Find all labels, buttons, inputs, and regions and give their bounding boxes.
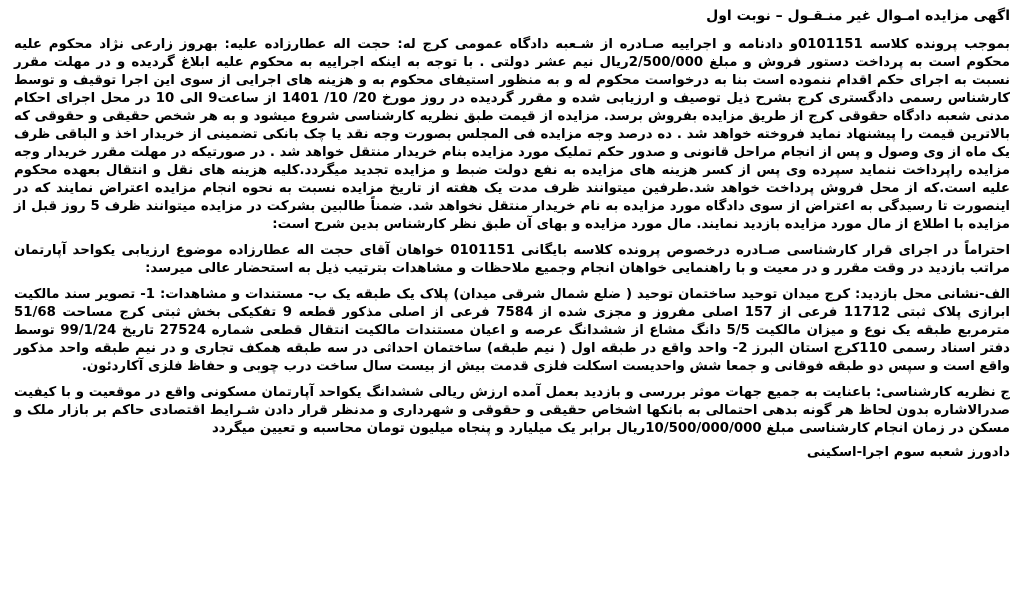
notice-title: اگهی مزایده امـوال غیر منـقـول – نوبت اول <box>706 8 1010 24</box>
notice-signature: دادورز شعبه سوم اجرا-اسکینی <box>806 445 1010 460</box>
notice-paragraph-findings: الف-نشانی محل بازدید: کرج میدان توحید ساختمان توحید ( ضلع شمال شرقی میدان) پلاک یک طبقه یک ب- مستندات و مشاهدات: 1- تصویر سند مالکیت ابرازی پلاک ثبتی 11712 فرعی از 157 اصلی مفروز و مجزی شده از 7584 فرعی از اصلی مذکور قطعه 9 تفکیکی بخش ثبتی کرج مساحت 51/68 مترمربع طبقه یک نوع و میزان مالکیت 5/5 دانگ مشاع از ششدانگ عرصه و اعیان مستندات مالکیت انتقال قطعی شماره 27524 تاریخ 99/1/24 توسط دفتر اسناد رسمی 110کرج استان البرز 2- واحد واقع در طبقه اول ( نیم طبقه) ساختمان احداثی در سه طبقه همکف تجاری و در نیم طبقه واحد مذکور واقع است و سپس دو طبقه فوقانی و جمعا شش واحدیست اسکلت فلزی قدمت بیش از بیست سال ساخت درب چوبی و حفاظ فلزی آکاردئون. <box>14 287 1010 374</box>
notice-paragraph-expert-opinion: ج نظریه کارشناسی: باعنایت به جمیع جهات موثر بررسی و بازدید بعمل آمده ارزش ریالی ششدانگ یکواحد آپارتمان مسکونی واقع در موقعیت و با کیفیت صدرالاشاره بدون لحاظ هر گونه بدهی احتمالی به بانکها اشخاص حقیقی و حقوقی و شهرداری و مدنظر قرار دادن شـرایط اقتصادی حاکم بر بازار ملک و مسکن در زمان انجام کارشناسی مبلغ 10/500/000/000ریال برابر یک میلیارد و پنجاه میلیون تومان محاسبه و تعیین میگردد <box>14 385 1010 436</box>
notice-paragraph-expert-intro: احتراماً در اجرای قرار کارشناسی صـادره درخصوص پرونده کلاسه بایگانی 0101151 خواهان آقای حجت اله عطارزاده موضوع ارزیابی یکواحد آپارتمان مراتب بازدید در وقت مقرر و در معیت و با راهنمایی خواهان انجام وجمیع ملاحظات و مشاهدات بترتیب ذیل به استحضار عالی میرسد: <box>14 243 1011 276</box>
notice-paragraph-main: بموجب پرونده کلاسه 0101151و دادنامه و اجراییه صـادره از شـعبه دادگاه عمومی کرج له: حجت اله عطارزاده علیه: بهروز زارعی نژاد محکوم علیه محکوم است به پرداخت دستور فروش و مبلغ 2/500/000ریال نیم عشر دولتی . با توجه به اینکه اجراییه به محکوم علیه ابلاغ گردیده و در مهلت مقرر نسبت به اجرای حکم اقدام ننموده است بنا به درخواست محکوم له و به منظور استیفای محکوم به و هزینه های اجرایی از سوی این اجرا توقیف و توسط کارشناس رسمی دادگستری کرج بشرح ذیل توصیف و ارزیابی شده و مقرر گردیده در روز مورخ 20/ 10/ 1401 از ساعت9 الی 10 در محل اجرای احکام مدنی شعبه دادگاه حقوقی کرج از طریق مزایده بفروش برسد. مزایده از قیمت طبق نظریه کارشناسی شروع میشود و به هر شخص حقیقی و حقوقی که بالاترین قیمت را پیشنهاد نماید فروخته خواهد شد . ده درصد وجه مزایده فی المجلس بصورت وجه نقد یا چک بانکی تضمینی از خریدار اخذ و الباقی ظرف یک ماه از وی وصول و پس از انجام مراحل قانونی و صدور حکم تملیک مورد مزایده بنام خریدار منتقل خواهد شد . در صورتیکه در مهلت مقرر خریدار وجه مزایده راپرداخت ننماید سپرده وی پس از کسر هزینه های مزایده به نفع دولت ضبط و مزایده تجدید میگردد.کلیه هزینه های نقل و انتقال بعهده محکوم علیه است.که از محل فروش پرداخت خواهد شد.طرفین میتوانند ظرف مدت یک هفته از تاریخ مزایده نسبت به نحوه انجام مزایده اعتراض نمایند که در اینصورت تا رسیدگی به اعتراض از سوی دادگاه مورد مزایده به نام خریدار منتقل نخواهد شد. ضمناً طالبین بشرکت در مزایده میتوانند ظرف 5 روز قبل از مزایده با اطلاع از مال مورد مزایده بازدید نمایند. مال مورد مزایده و بهای آن طبق نظر کارشناس بدین شرح است: <box>14 37 1010 232</box>
